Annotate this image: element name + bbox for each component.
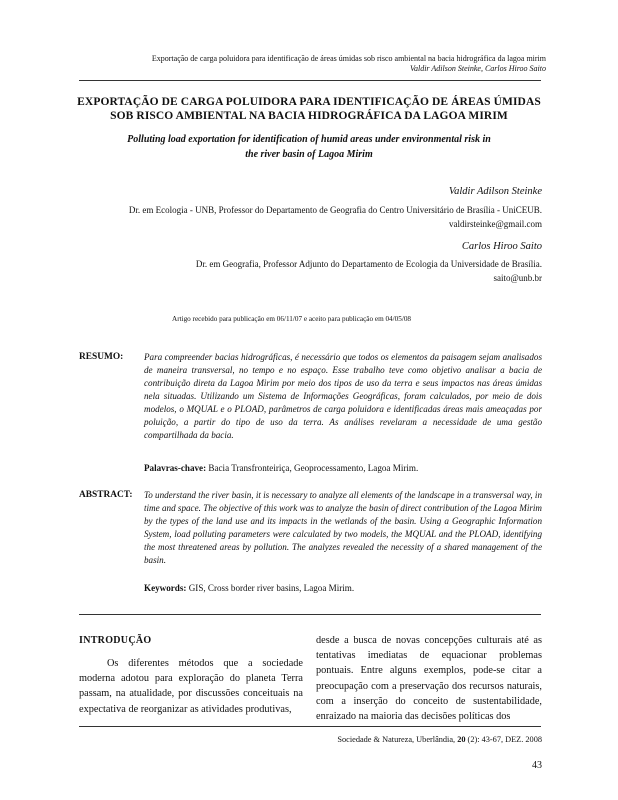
footer-rule [79,726,541,727]
article-title [70,95,548,123]
keywords-text: Bacia Transfronteiriça, Geoprocessamento, Lagoa Mirim. [208,463,419,473]
author-affiliation [72,257,542,285]
keywords-label: Palavras-chave: [144,463,207,473]
section-heading: INTRODUÇÃO [79,635,152,646]
title-line-1: EXPORTAÇÃO DE CARGA POLUIDORA PARA IDENTIFICAÇÃO DE ÁREAS ÚMIDAS [77,96,541,108]
english-title [80,132,538,162]
author-name: Carlos Hiroo Saito [461,241,542,252]
header-rule [79,80,541,81]
affiliation-text: Dr. em Ecologia - UNB, Professor do Departamento de Geografia do Centro Universitário de Brasília - UniCEUB. [128,205,542,215]
journal-name: Sociedade & Natureza, Uberlândia, [337,735,458,744]
affiliation-text: Dr. em Geografia, Professor Adjunto do Departamento de Ecologia da Universidade de Brasília. [195,259,542,269]
keywords-text: GIS, Cross border river basins, Lagoa Mirim. [188,583,355,593]
running-head-authors: Valdir Adilson Steinke, Carlos Hiroo Saito [409,64,546,73]
running-head-title: Exportação de carga poluidora para identificação de áreas úmidas sob risco ambiental na bacia hidrográfica da lagoa mirim [151,54,546,63]
body-column-right: desde a busca de novas concepções culturais até as tentativas imediatas de equacionar problemas pontuais. Entre alguns exemplos, pode-se citar a preocupação com a preservação dos recursos naturais, com a inserção do conceito de sustentabilidade, enraizado na maioria das decisões políticas dos [316,635,542,723]
received-date: Artigo recebido para publicação em 06/11/07 e aceito para publicação em 04/05/08 [172,315,412,323]
title-line-2: SOB RISCO AMBIENTAL NA BACIA HIDROGRÁFICA DA LAGOA MIRIM [110,110,508,122]
resumo-label: RESUMO: [79,352,124,362]
page-number: 43 [532,760,542,771]
subtitle-line-1: Polluting load exportation for identification of humid areas under environmental risk in [127,134,491,145]
abstract-label: ABSTRACT: [79,490,133,500]
journal-citation [337,735,542,744]
author-affiliation [72,203,542,231]
author-email[interactable]: valdirsteinke@gmail.com [448,219,542,229]
journal-volume: 20 [457,735,466,744]
subtitle-line-2: the river basin of Lagoa Mirim [245,149,373,160]
author-email[interactable]: saito@unb.br [493,273,542,283]
author-name: Valdir Adilson Steinke [448,186,542,197]
abstract-text: To understand the river basin, it is necessary to analyze all elements of the landscape in a transversal way, in time and space. The objective of this work was to analyze the basin of direct contribution of the Lagoa Mirim by the types of the land use and its impacts in the wetlands of the basin. Using a Geographic Information System, load polluting parameters were calculated by two models, the MQUAL and the PLOAD, identifying the most threatened areas by pollution. The analyzes revealed the necessity of a shared management of the basin. [144,490,542,565]
body-column-left: Os diferentes métodos que a sociedade moderna adotou para exploração do planeta Terra passam, na atualidade, por discussões conceituais na expectativa de reorganizar as atividades produtivas, [79,658,303,715]
resumo-text: Para compreender bacias hidrográficas, é necessário que todos os elementos da paisagem sejam analisados de maneira transversal, no tempo e no espaço. Esse trabalho teve como objetivo analisar a bacia de contribuição direta da Lagoa Mirim por meio dos tipos de uso da terra e seus impactos nas áreas úmidas nela situadas. Utilizando um Sistema de Informações Geográficas, foram calculados, por meio de dois modelos, o MQUAL e o PLOAD, parâmetros de carga poluidora e identificadas áreas mais ameaçadas por poluição, a partir do tipo de uso da terra. As análises revelaram a necessidade de uma gestão compartilhada da bacia. [144,352,542,440]
journal-issue: (2): 43-67, DEZ. 2008 [465,735,542,744]
running-head [66,54,546,74]
keywords-label: Keywords: [144,583,187,593]
abstract-keywords [144,582,542,595]
abstract-rule [79,614,541,615]
resumo-keywords [144,462,542,475]
